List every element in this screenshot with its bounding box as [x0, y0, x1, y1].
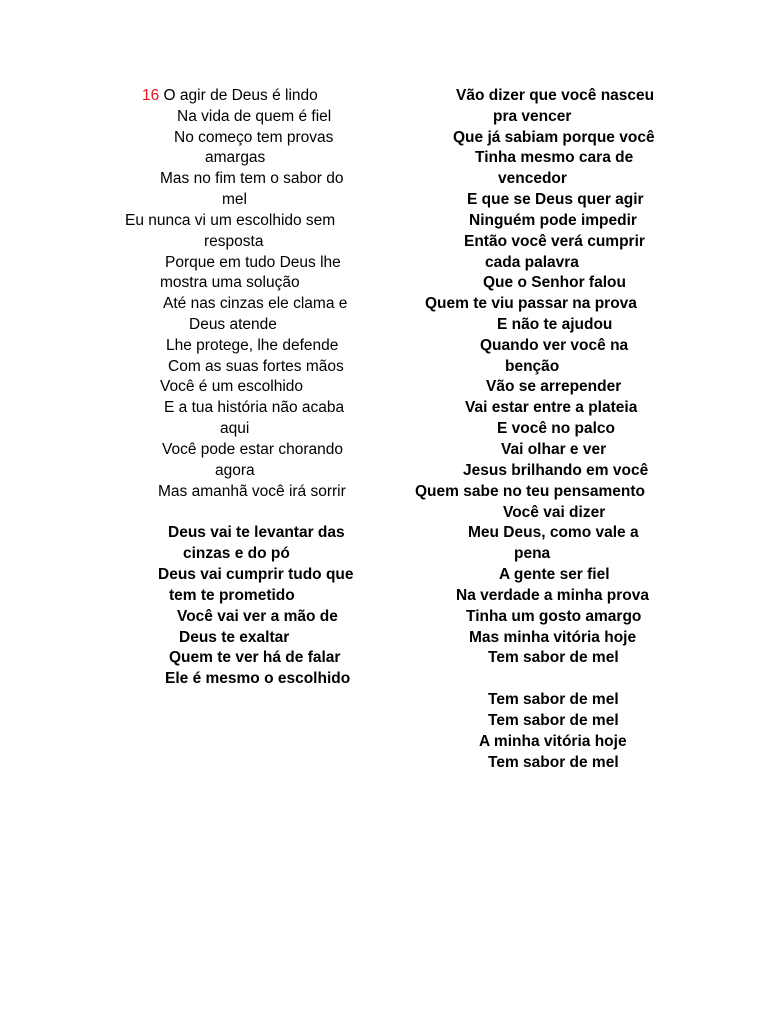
lyric-line: E que se Deus quer agir	[467, 191, 644, 208]
lyric-line: Que já sabiam porque você	[453, 129, 655, 146]
lyric-line: Mas minha vitória hoje	[469, 629, 637, 646]
verse-line: Você pode estar chorando	[162, 441, 343, 458]
final-chorus-line: Tem sabor de mel	[488, 754, 619, 771]
song-number: 16	[142, 87, 160, 104]
verse-line: mel	[222, 191, 247, 208]
verse-line: Você é um escolhido	[160, 378, 304, 395]
lyric-line: Vão se arrepender	[486, 378, 622, 395]
final-chorus-line: A minha vitória hoje	[479, 733, 627, 750]
lyric-line: pena	[514, 545, 551, 562]
verse-line: Até nas cinzas ele clama e	[163, 295, 348, 312]
verse-line: Mas amanhã você irá sorrir	[158, 483, 346, 500]
chorus-line: Deus vai cumprir tudo que	[158, 566, 354, 583]
song-title-line	[142, 86, 318, 107]
lyric-line: E não te ajudou	[497, 316, 613, 333]
lyric-line: E você no palco	[497, 420, 616, 437]
chorus-line: Deus te exaltar	[179, 629, 290, 646]
verse-line: resposta	[204, 233, 264, 250]
lyric-line: Ninguém pode impedir	[469, 212, 637, 229]
lyric-line: Quem te viu passar na prova	[425, 295, 637, 312]
verse-line: Porque em tudo Deus lhe	[165, 254, 341, 271]
verse-line: Na vida de quem é fiel	[177, 108, 332, 125]
lyric-line: Então você verá cumprir	[464, 233, 645, 250]
chorus-line: cinzas e do pó	[183, 545, 290, 562]
verse-line: Eu nunca vi um escolhido sem	[125, 212, 336, 229]
verse-line: amargas	[205, 149, 266, 166]
chorus-line: Você vai ver a mão de	[177, 608, 338, 625]
lyric-line: Quem sabe no teu pensamento	[415, 483, 645, 500]
lyric-line: cada palavra	[485, 254, 579, 271]
verse-line: Mas no fim tem o sabor do	[160, 170, 344, 187]
lyric-line: Vai olhar e ver	[501, 441, 607, 458]
verse-line: O agir de Deus é lindo	[159, 87, 318, 104]
lyric-line: pra vencer	[493, 108, 572, 125]
verse-line: mostra uma solução	[160, 274, 300, 291]
lyric-line: Vão dizer que você nasceu	[456, 87, 655, 104]
lyric-line: Vai estar entre a plateia	[465, 399, 638, 416]
chorus-line: Deus vai te levantar das	[168, 524, 345, 541]
lyric-line: Na verdade a minha prova	[456, 587, 649, 604]
final-chorus-line: Tem sabor de mel	[488, 712, 619, 729]
lyric-line: Que o Senhor falou	[483, 274, 626, 291]
verse-line: E a tua história não acaba	[164, 399, 345, 416]
verse-line: aqui	[220, 420, 250, 437]
lyric-line: Meu Deus, como vale a	[468, 524, 639, 541]
lyric-line: Tinha um gosto amargo	[466, 608, 642, 625]
chorus-line: Quem te ver há de falar	[169, 649, 341, 666]
verse-line: Com as suas fortes mãos	[168, 358, 344, 375]
lyric-line: vencedor	[498, 170, 567, 187]
lyric-line: Tinha mesmo cara de	[475, 149, 634, 166]
lyric-line: Tem sabor de mel	[488, 649, 619, 666]
lyric-line: A gente ser fiel	[499, 566, 610, 583]
chorus-line: tem te prometido	[169, 587, 295, 604]
verse-line: agora	[215, 462, 255, 479]
final-chorus-line: Tem sabor de mel	[488, 691, 619, 708]
chorus-line: Ele é mesmo o escolhido	[165, 670, 351, 687]
lyric-line: benção	[505, 358, 560, 375]
verse-line: Lhe protege, lhe defende	[166, 337, 339, 354]
lyric-line: Jesus brilhando em você	[463, 462, 649, 479]
verse-line: Deus atende	[189, 316, 277, 333]
verse-line: No começo tem provas	[174, 129, 334, 146]
lyric-line: Você vai dizer	[503, 504, 606, 521]
lyric-line: Quando ver você na	[480, 337, 629, 354]
